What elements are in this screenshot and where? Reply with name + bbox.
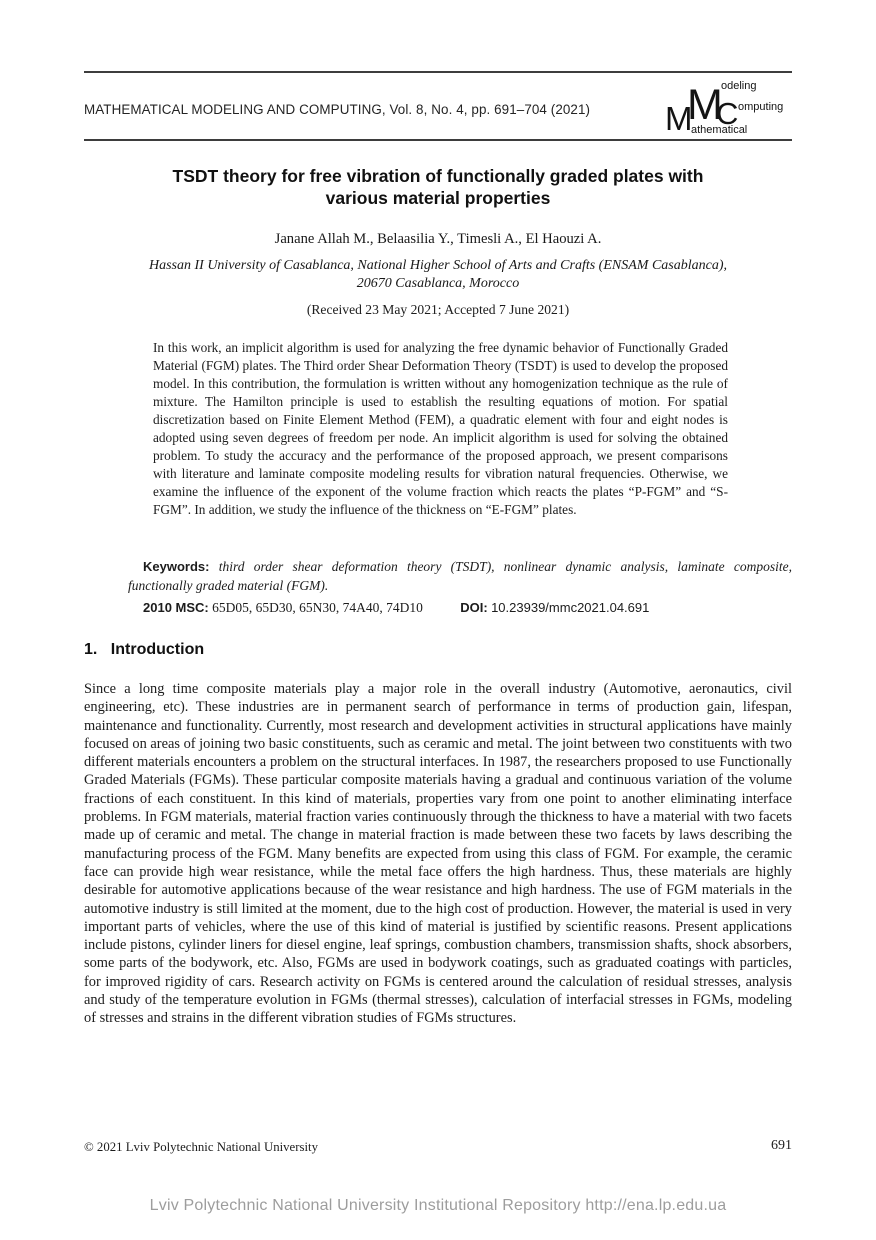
repository-watermark: Lviv Polytechnic National University Institutional Repository http://ena.lp.edu.ua — [149, 1197, 727, 1214]
logo-word-athematical: athematical — [691, 124, 748, 136]
logo-word-omputing: omputing — [738, 101, 784, 113]
msc-label: 2010 MSC: — [143, 600, 209, 615]
journal-header-line: MATHEMATICAL MODELING AND COMPUTING, Vol. 8, No. 4, pp. 691–704 (2021) — [84, 102, 591, 117]
article-title-line1: TSDT theory for free vibration of functionally graded plates with — [172, 166, 704, 186]
header-rule-bottom — [84, 139, 792, 141]
logo-word-odeling: odeling — [721, 80, 757, 92]
received-accepted-line: (Received 23 May 2021; Accepted 7 June 2021) — [306, 302, 570, 317]
section-1-heading — [84, 641, 204, 659]
doi-value: 10.23939/mmc2021.04.691 — [491, 600, 650, 615]
msc-value: 65D05, 65D30, 65N30, 74A40, 74D10 — [212, 600, 423, 615]
keywords-text: third order shear deformation theory (TSDT), nonlinear dynamic analysis, laminate composite, functionally graded material (FGM). — [128, 559, 792, 593]
abstract-paragraph: In this work, an implicit algorithm is used for analyzing the free dynamic behavior of Functionally Graded Material (FGM) plates. The Third order Shear Deformation Theory (TSDT) is used to develop the proposed model. In this contribution, the formulation is written without any homogenization technique as the rule of mixture. The Hamilton principle is used to establish the resulting equations of motion. For spatial discretization based on Finite Element Method (FEM), a quadratic element with four and eight nodes is adopted using seven degrees of freedom per node. An implicit algorithm is used for solving the obtained problem. To study the accuracy and the performance of the proposed approach, we present comparisons with literature and laminate composite modeling results for vibration natural frequencies. Otherwise, we examine the influence of the exponent of the volume fraction which reacts the plates “P-FGM” and “S-FGM”. In addition, we study the influence of the thickness on “E-FGM” plates. — [153, 340, 728, 517]
doi-label: DOI: — [460, 600, 488, 615]
copyright-line: © 2021 Lviv Polytechnic National University — [84, 1140, 318, 1154]
page-number: 691 — [771, 1138, 792, 1153]
logo-letter-m2: M — [687, 81, 723, 129]
logo-letter-m1: M — [665, 100, 693, 137]
affiliation-line2: 20670 Casablanca, Morocco — [356, 275, 520, 291]
article-title — [84, 165, 792, 209]
journal-logo — [664, 78, 794, 140]
section-1-number: 1. — [84, 641, 98, 658]
keywords-label: Keywords: — [143, 559, 210, 574]
section-1-title: Introduction — [110, 641, 205, 658]
authors-line: Janane Allah M., Belaasilia Y., Timesli A., El Haouzi A. — [274, 231, 602, 247]
affiliation-line1: Hassan II University of Casablanca, National Higher School of Arts and Crafts (ENSAM Casablanca), — [148, 258, 727, 273]
header-rule-top — [84, 71, 792, 73]
affiliation — [64, 257, 812, 292]
logo-letter-c: C — [716, 96, 739, 131]
article-title-line2: various material properties — [325, 188, 551, 208]
keywords-block — [128, 558, 792, 595]
msc-doi-line — [143, 600, 793, 616]
introduction-paragraph: Since a long time composite materials play a major role in the overall industry (Automotive, aeronautics, civil engineering, etc). These industries are in permanent search of performance in terms of production gain, lifespan, maintenance and functionality. Currently, most research and development activities in structural applications have mainly focused on areas of joining two basic constituents, such as ceramic and metal. The joint between two constituents with two different materials encounters a problem on the structural interfaces. In 1987, the researchers proposed to use Functionally Graded Materials (FGMs). These particular composite materials having a gradual and continuous variation of the volume fractions of each constituent. In this kind of materials, properties vary from one point to another eliminating interface problems. In FGM materials, material fraction varies continuously through the thickness to have a material with two facets made up of ceramic and metal. The change in material fraction is made between these two facets by laws describing the manufacturing process of the FGM. Many benefits are expected from using this class of FGM. For example, the ceramic face can provide high wear resistance, while the metal face offers the high hardness. Thus, these materials are highly desirable for automotive applications because of the wear resistance and high hardness. The use of FGM materials in the automotive industry is still limited at the moment, due to the high cost of production. However, the material is used in very important parts of vehicles, where the use of this kind of material is justified by scientific reasons. Present applications include pistons, cylinder liners for diesel engine, leaf springs, combustion chambers, transmission shafts, shock absorbers, some parts of the bodywork, etc. Also, FGMs are used in bodywork coatings, such as graduated coatings with particles, for improved rigidity of cars. Research activity on FGMs is centered around the calculation of residual stresses, analysis and study of the temperature evolution in FGMs (thermal stresses), calculation of interfacial stresses in FGMs, modeling of stresses and strains in the different vibration studies of FGMs structures. — [84, 681, 792, 1027]
